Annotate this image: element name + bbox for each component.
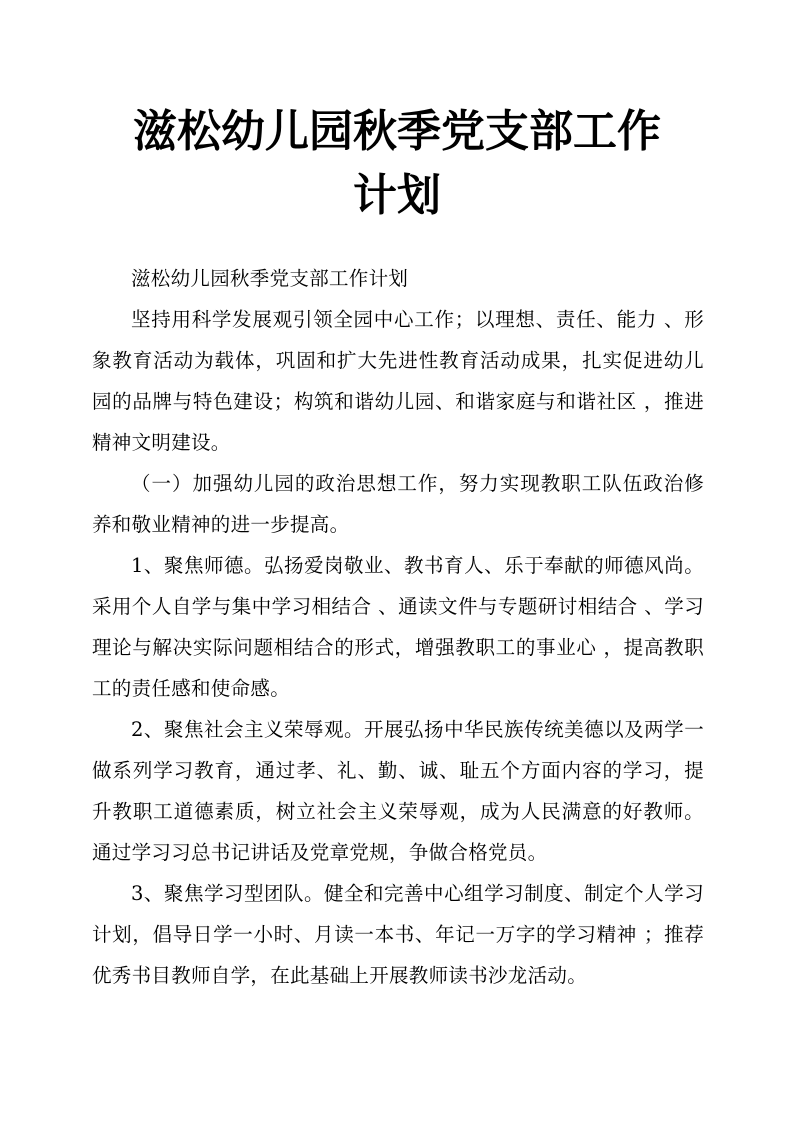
document-title <box>0 100 794 228</box>
paragraph-section-1: （一）加强幼儿园的政治思想工作，努力实现教职工队伍政治修养和敬业精神的进一步提高。 <box>92 472 704 536</box>
paragraph-item-3: 3、聚焦学习型团队。健全和完善中心组学习制度、制定个人学习计划，倡导日学一小时、月读一本书、年记一万字的学习精神 ；推荐优秀书目教师自学，在此基础上开展教师读书沙龙活动。 <box>92 882 704 987</box>
document-title-line-2: 计划 <box>353 170 441 221</box>
paragraph-intro: 坚持用科学发展观引领全园中心工作；以理想、责任、能力 、形象教育活动为载体，巩固和扩大先进性教育活动成果，扎实促进幼儿园的品牌与特色建设；构筑和谐幼儿园、和谐家庭与和谐社区 ，推进精神文明建设。 <box>92 308 704 454</box>
document-body <box>92 258 704 996</box>
paragraph-item-1: 1、聚焦师德。弘扬爱岗敬业、教书育人、乐于奉献的师德风尚。采用个人自学与集中学习相结合 、通读文件与专题研讨相结合 、学习理论与解决实际问题相结合的形式，增强教职工的事业心 ，提高教职工的责任感和使命感。 <box>92 554 704 700</box>
paragraph-heading: 滋松幼儿园秋季党支部工作计划 <box>131 267 409 290</box>
paragraph-item-2: 2、聚焦社会主义荣辱观。开展弘扬中华民族传统美德以及两学一做系列学习教育，通过孝、礼、勤、诚、耻五个方面内容的学习，提升教职工道德素质，树立社会主义荣辱观，成为人民满意的好教师。通过学习习总书记讲话及党章党规，争做合格党员。 <box>92 718 704 864</box>
document-title-line-1: 滋松幼儿园秋季党支部工作 <box>133 106 661 157</box>
